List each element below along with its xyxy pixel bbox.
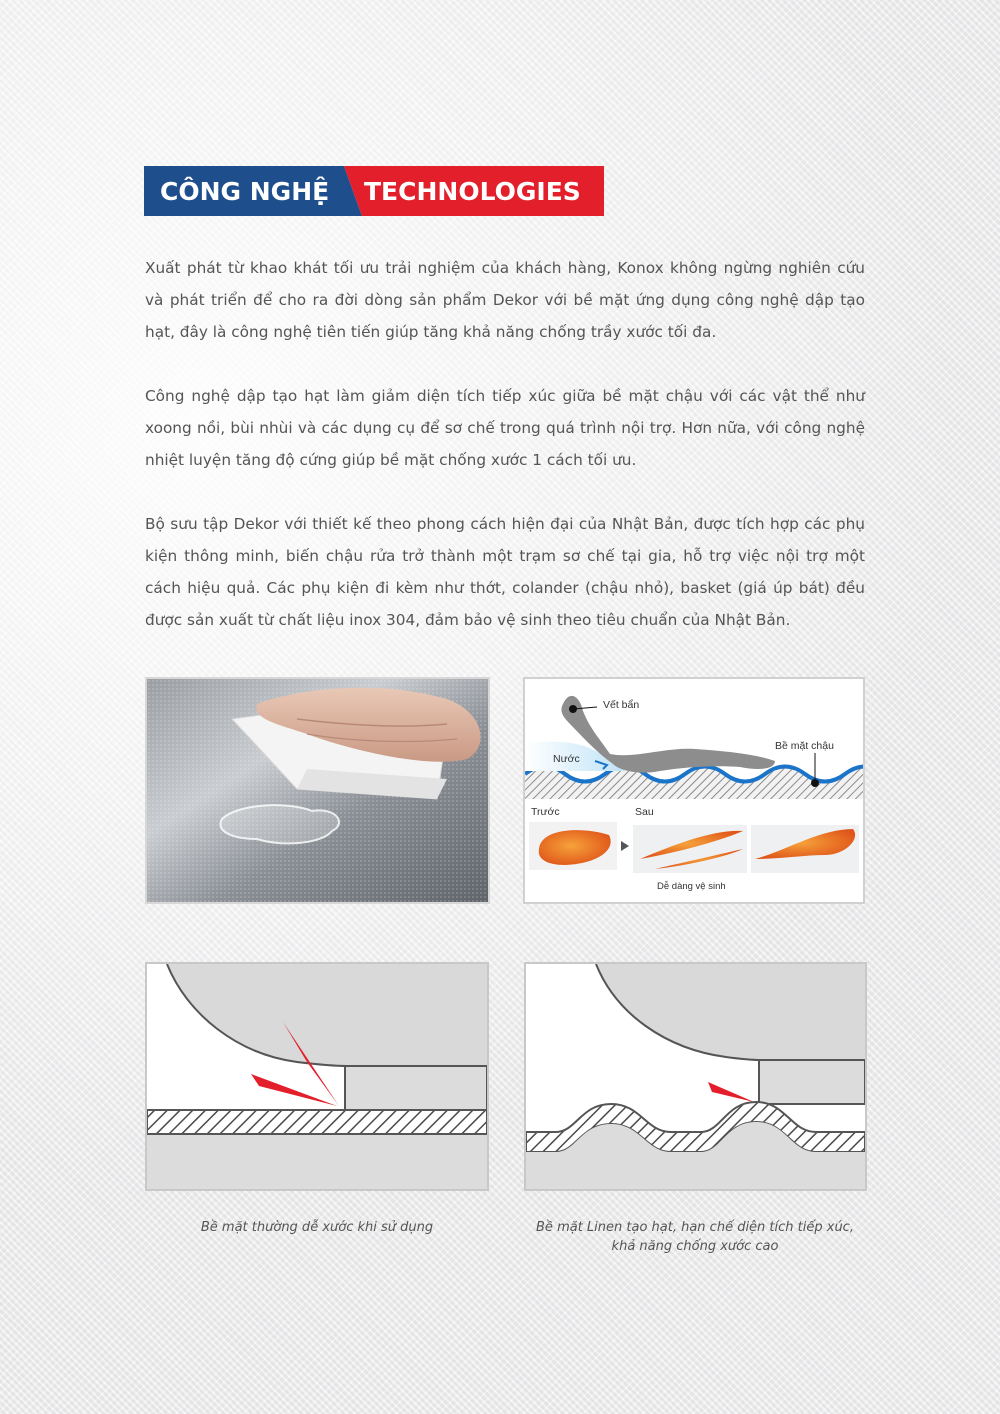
linen-caption-line2: khả năng chống xước cao	[611, 1239, 779, 1254]
easy-clean-label: Dễ dàng vệ sinh	[657, 881, 726, 892]
dirt-label: Vết bẩn	[603, 699, 640, 711]
linen-surface-caption	[510, 1218, 880, 1256]
normal-surface-diagram	[145, 962, 489, 1191]
wiping-surface-photo	[145, 677, 490, 904]
heading-english: TECHNOLOGIES	[364, 177, 581, 206]
water-label: Nước	[553, 753, 580, 765]
heading-vietnamese: CÔNG NGHỆ	[160, 177, 330, 206]
after-label: Sau	[635, 806, 654, 818]
surface-label: Bề mặt chậu	[775, 740, 834, 752]
easy-clean-diagram	[523, 677, 865, 904]
before-label: Trước	[531, 806, 560, 818]
section-heading	[144, 166, 604, 216]
linen-caption-line1: Bề mặt Linen tạo hạt, hạn chế diện tích tiếp xúc,	[536, 1220, 854, 1235]
technology-paragraph: Công nghệ dập tạo hạt làm giảm diện tích tiếp xúc giữa bề mặt chậu với các vật thể như xoong nồi, bùi nhùi và các dụng cụ để sơ chế trong quá trình nội trợ. Hơn nữa, với công nghệ nhiệt luyện tăng độ cứng giúp bề mặt chống xước 1 cách tối ưu.	[145, 387, 865, 469]
intro-paragraph: Xuất phát từ khao khát tối ưu trải nghiệm của khách hàng, Konox không ngừng nghiên cứu và phát triển để cho ra đời dòng sản phẩm Dekor với bề mặt ứng dụng công nghệ dập tạo hạt, đây là công nghệ tiên tiến giúp tăng khả năng chống trầy xước tối đa.	[145, 259, 865, 341]
normal-surface-caption: Bề mặt thường dễ xước khi sử dụng	[200, 1220, 434, 1235]
collection-paragraph: Bộ sưu tập Dekor với thiết kế theo phong cách hiện đại của Nhật Bản, được tích hợp các phụ kiện thông minh, biến chậu rửa trở thành một trạm sơ chế tại gia, hỗ trợ việc nội trợ một cách hiệu quả. Các phụ kiện đi kèm như thớt, colander (chậu nhỏ), basket (giá úp bát) đều được sản xuất từ chất liệu inox 304, đảm bảo vệ sinh theo tiêu chuẩn của Nhật Bản.	[145, 515, 865, 629]
linen-surface-diagram	[524, 962, 867, 1191]
